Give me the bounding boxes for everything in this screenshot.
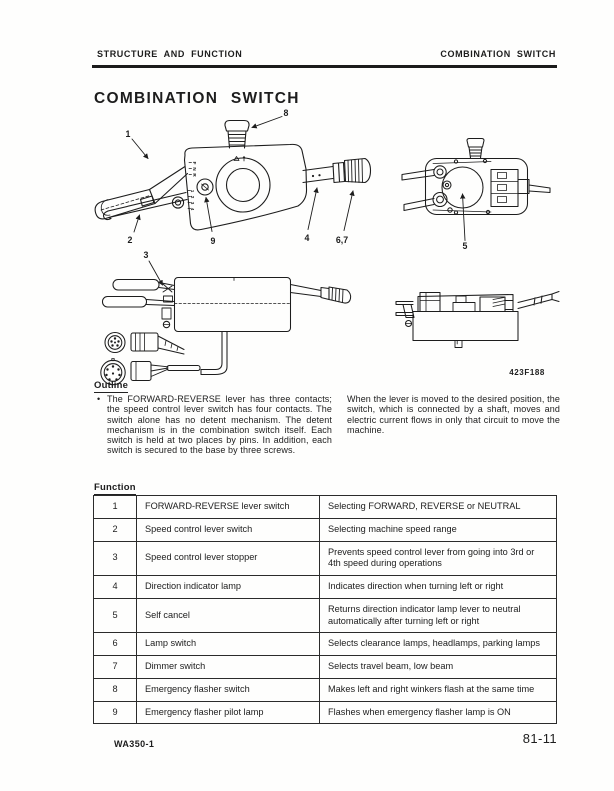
component-function: Selects clearance lamps, headlamps, parking lamps [320, 633, 557, 656]
callout-2-label: 2 [127, 235, 133, 245]
header-section-title: STRUCTURE AND FUNCTION [97, 49, 243, 59]
footer-page-number: 81-11 [522, 731, 557, 746]
component-name: Direction indicator lamp [137, 576, 320, 599]
row-number: 2 [94, 518, 137, 541]
outline-heading: Outline [94, 380, 129, 391]
component-function: Selecting FORWARD, REVERSE or NEUTRAL [320, 496, 557, 519]
callout-5-label: 5 [462, 241, 468, 251]
callout-6-7-label: 6,7 [335, 235, 349, 245]
component-function: Selects travel beam, low beam [320, 656, 557, 679]
row-number: 9 [94, 701, 137, 724]
figure-side-view-connectors [88, 246, 378, 396]
table-row [94, 678, 557, 701]
callout-8-label: 8 [283, 108, 289, 118]
component-name: Speed control lever switch [137, 518, 320, 541]
component-function: Selecting machine speed range [320, 518, 557, 541]
outline-paragraph-left: The FORWARD-REVERSE lever has three contacts; the speed control lever switch has four contacts. The switch alone has no detent mechanism. The detent mechanism is in the combination switch itself. Each switch is held at two places by pins. In addition, each switch is secured to the base by three screws. [107, 394, 332, 456]
callout-4-label: 4 [304, 233, 310, 243]
component-name: Emergency flasher switch [137, 678, 320, 701]
table-row [94, 598, 557, 633]
component-name: FORWARD-REVERSE lever switch [137, 496, 320, 519]
marking-speed-3: 3 [190, 201, 195, 205]
marking-speed-2: 2 [190, 195, 195, 199]
table-row [94, 701, 557, 724]
figure-combination-switch-pictorial [88, 103, 378, 260]
row-number: 3 [94, 541, 137, 576]
row-number: 4 [94, 576, 137, 599]
outline-paragraph-right: When the lever is moved to the desired position, the switch, which is connected by a shaft, moves and electric current flows in only that circuit to move the machine. [347, 394, 560, 435]
component-function: Indicates direction when turning left or right [320, 576, 557, 599]
marking-neutral: N [192, 167, 197, 171]
row-number: 8 [94, 678, 137, 701]
header-rule [92, 65, 557, 68]
table-row [94, 496, 557, 519]
marking-reverse: R [192, 173, 197, 177]
row-number: 6 [94, 633, 137, 656]
table-row [94, 518, 557, 541]
component-name: Lamp switch [137, 633, 320, 656]
row-number: 7 [94, 656, 137, 679]
component-name: Self cancel [137, 598, 320, 633]
page-title: COMBINATION SWITCH [94, 90, 300, 107]
footer-model-number: WA350-1 [114, 739, 155, 749]
callout-3-label: 3 [143, 250, 149, 260]
row-number: 1 [94, 496, 137, 519]
callout-9-label: 9 [210, 236, 216, 246]
component-name: Dimmer switch [137, 656, 320, 679]
component-function: Flashes when emergency flasher lamp is ON [320, 701, 557, 724]
function-heading: Function [94, 482, 136, 493]
table-row [94, 633, 557, 656]
marking-forward: F [192, 161, 197, 165]
marking-speed-4: 4 [190, 207, 195, 211]
outline-bullet: • [97, 394, 101, 404]
component-name: Speed control lever stopper [137, 541, 320, 576]
table-row [94, 541, 557, 576]
header-chapter-title: COMBINATION SWITCH [440, 49, 556, 59]
row-number: 5 [94, 598, 137, 633]
component-function: Prevents speed control lever from going into 3rd or 4th speed during operations [320, 541, 557, 576]
component-name: Emergency flasher pilot lamp [137, 701, 320, 724]
marking-speed-1: 1 [190, 189, 195, 193]
table-row [94, 576, 557, 599]
table-row [94, 656, 557, 679]
figure-code: 423F188 [509, 368, 545, 377]
callout-1-label: 1 [125, 129, 131, 139]
function-table [93, 495, 557, 724]
figure-internal-top-view [393, 128, 565, 260]
component-function: Returns direction indicator lamp lever to neutral automatically after turning left or right [320, 598, 557, 633]
component-function: Makes left and right winkers flash at the same time [320, 678, 557, 701]
